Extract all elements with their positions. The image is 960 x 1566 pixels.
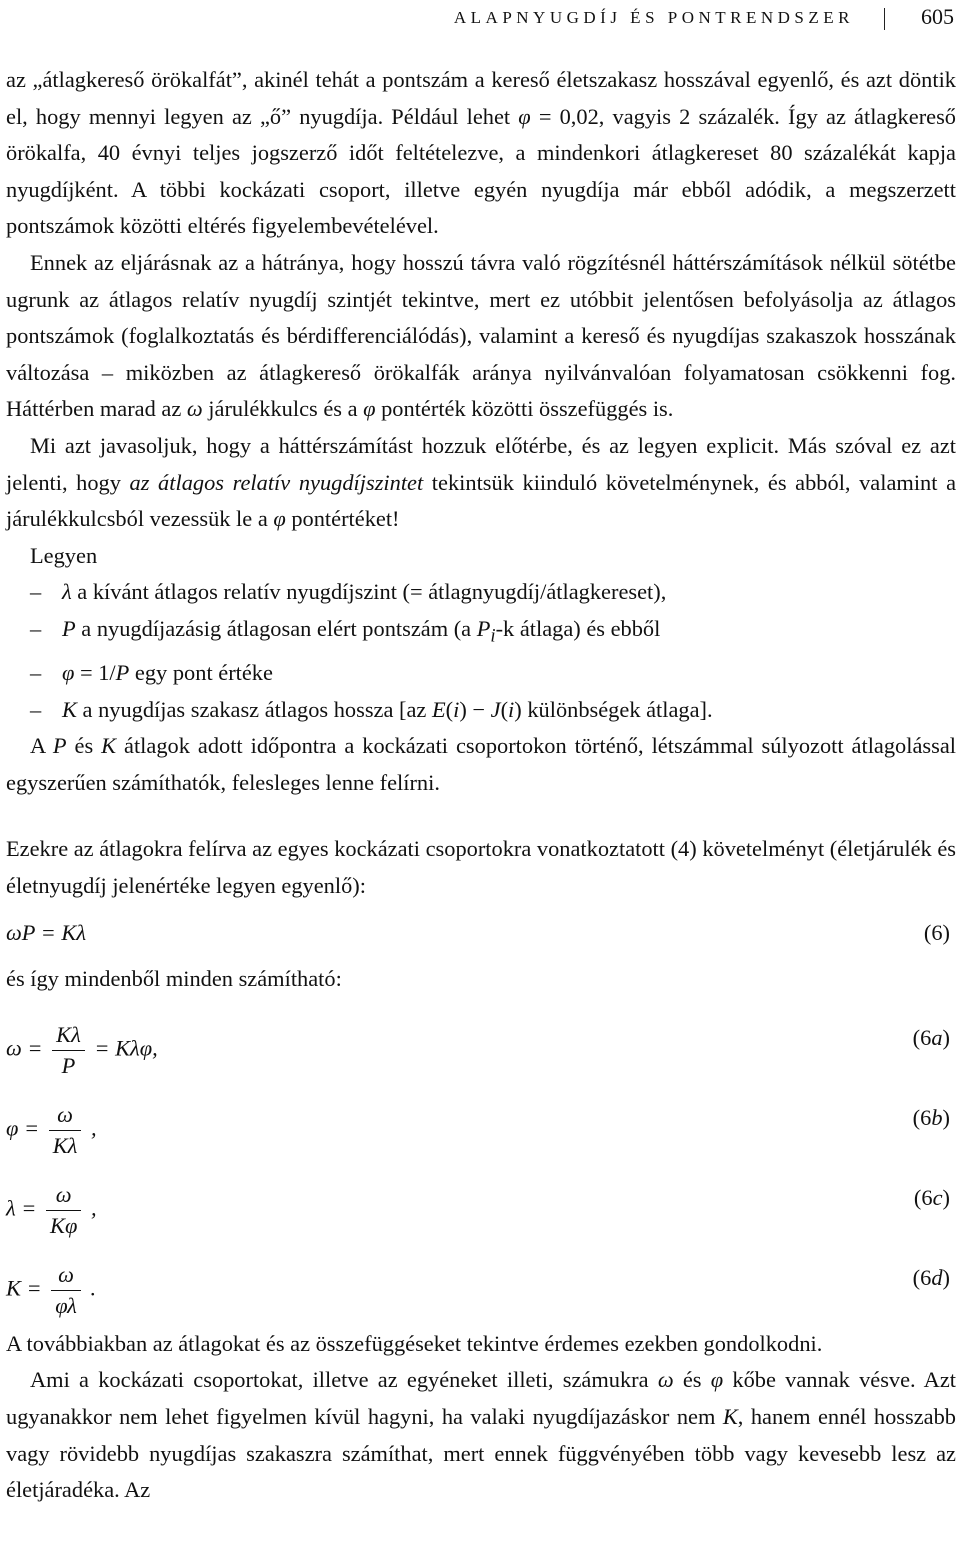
equation-6: [6, 915, 956, 952]
eq-rhs: = Kλφ,: [94, 1035, 158, 1061]
list-item-k: [6, 692, 956, 729]
eq-num-post: ): [942, 1184, 950, 1210]
eq-lhs: λ =: [6, 1195, 37, 1221]
text-run: az „átlagkereső örökalfát”, akinél tehát a pontszám a kereső életszakasz hosszával egyenlő, és azt döntik el, hogy mennyi legyen az „ő” nyugdíja. Például lehet: [6, 67, 956, 129]
list-dash: –: [30, 615, 42, 641]
equation-6b: [6, 1086, 956, 1158]
eq-num-letter: d: [931, 1264, 943, 1290]
equation-6d-body: [6, 1260, 96, 1321]
eq-num-pre: (6: [912, 1104, 932, 1130]
p-symbol: P: [476, 615, 491, 641]
eq-num-post: ): [942, 1264, 950, 1290]
equation-6d-number: [913, 1260, 950, 1297]
p-symbol: P: [62, 615, 76, 641]
i-symbol: i: [508, 696, 515, 722]
subscript-i: i: [490, 625, 496, 647]
fraction-numerator: ω: [46, 1180, 81, 1211]
text-run: a kívánt átlagos relatív nyugdíjszint (= átlagnyugdíj/átlagkereset),: [71, 579, 667, 605]
fraction-numerator: ω: [51, 1260, 81, 1291]
k-symbol: K: [101, 733, 117, 759]
spacer: [6, 801, 956, 831]
running-title: ALAPNYUGDÍJ ÉS PONTRENDSZER: [453, 8, 854, 27]
main-text: [6, 62, 956, 1509]
text-run: járulékkulcs és a: [202, 396, 364, 422]
fraction-denominator: P: [61, 1052, 76, 1078]
j-symbol: J: [490, 696, 501, 722]
paragraph-4: [6, 728, 956, 801]
text-run: -k átlaga) és ebből: [495, 615, 661, 641]
phi-symbol: φ: [710, 1367, 724, 1393]
fraction: [52, 1020, 85, 1081]
text-run: pontérték közötti összefüggés is.: [375, 396, 674, 422]
paragraph-6: és így mindenből minden számítható:: [6, 966, 342, 992]
paragraph-5: Ezekre az átlagokra felírva az egyes kockázati csoportokra vonatkoztatott (4) követelményt (életjárulék és életnyugdíj jelenértéke legyen egyenlő):: [6, 836, 956, 898]
list-dash: –: [30, 659, 42, 685]
text-run: (: [500, 696, 509, 722]
phi-symbol: φ: [62, 659, 75, 685]
phi-symbol: φ: [518, 103, 531, 129]
text-run: ) különbségek átlaga].: [514, 696, 713, 722]
eq-lhs: ω =: [6, 1035, 43, 1061]
list-dash: –: [30, 696, 42, 722]
running-header: [0, 4, 958, 30]
equation-6a-body: [6, 1020, 158, 1081]
text-run: átlagok adott időpontra a kockázati csoportokon történő, létszámmal súlyozott átlagolással egyszerűen számíthatók, felesleges lenne felírni.: [6, 733, 956, 795]
text-run: A: [30, 733, 53, 759]
text-run: , hanem ennél hosszabb vagy rövidebb nyugdíjas szakaszra számíthat, mert ennek függvényében több vagy kevesebb lesz az életjáradéka. Az: [6, 1403, 956, 1503]
paragraph-7: A továbbiakban az átlagokat és az összefüggéseket tekintve érdemes ezekben gondolkodni.: [6, 1330, 823, 1356]
text-run: (: [445, 696, 454, 722]
fraction: [46, 1180, 81, 1241]
i-symbol: i: [453, 696, 460, 722]
header-divider: [884, 8, 885, 30]
equation-6c-number: [914, 1180, 950, 1217]
list-dash: –: [30, 579, 42, 605]
fraction-denominator: Kφ: [50, 1212, 78, 1238]
emphasis: az átlagos relatív nyugdíjszintet: [129, 469, 424, 495]
text-run: a nyugdíjas szakasz átlagos hossza [az: [76, 696, 432, 722]
equation-6b-number: [913, 1100, 950, 1137]
fraction-numerator: Kλ: [52, 1020, 85, 1051]
text-run: = 1/: [74, 659, 116, 685]
eq-lhs: K =: [6, 1275, 42, 1301]
text-run: kőbe vannak vésve. Azt ugyanakkor nem lehet figyelmen kívül hagyni, ha valaki nyugdíjazáskor nem: [6, 1367, 956, 1429]
e-symbol: E: [431, 696, 446, 722]
paragraph-1: [6, 62, 956, 245]
eq-num-letter: b: [931, 1104, 943, 1130]
eq-rhs: ,: [90, 1195, 97, 1221]
lambda-symbol: λ: [62, 579, 72, 605]
fraction-denominator: φλ: [55, 1292, 77, 1318]
equation-6c: [6, 1166, 956, 1238]
k-symbol: K: [62, 696, 77, 722]
text-run: Ami a kockázati csoportokat, illetve az egyéneket illeti, számukra: [30, 1367, 658, 1393]
fraction: [49, 1100, 82, 1161]
eq-num-post: ): [942, 1104, 950, 1130]
equation-6a: [6, 1006, 956, 1078]
equation-6-number: (6): [923, 919, 950, 945]
p-symbol: P: [115, 659, 130, 685]
text-run: és: [673, 1367, 711, 1393]
eq-lhs: φ =: [6, 1115, 40, 1141]
equation-6-body: ωP = Kλ: [6, 919, 87, 945]
equation-6b-body: [6, 1100, 97, 1161]
fraction-denominator: Kλ: [52, 1132, 78, 1158]
eq-rhs: .: [90, 1275, 97, 1301]
text-run: ) −: [459, 696, 491, 722]
omega-symbol: ω: [657, 1367, 674, 1393]
eq-num-pre: (6: [913, 1184, 933, 1210]
text-run: a nyugdíjazásig átlagosan elért pontszám (a: [75, 615, 477, 641]
fraction: [51, 1260, 81, 1321]
eq-num-pre: (6: [912, 1024, 932, 1050]
eq-num-pre: (6: [912, 1264, 932, 1290]
p-symbol: P: [52, 733, 67, 759]
text-run: = 0,02, vagyis 2 százalék. Így az átlagkereső örökalfa, 40 évnyi teljes jogszerző időt feltételezve, a mindenkori átlagkereset 80 százalékát kapja nyugdíjként. A többi kockázati csoport, illetve egyén nyugdíja már ebből adódik, a megszerzett pontszámok közötti eltérés figyelembevételével.: [6, 103, 956, 239]
text-run: pontértéket!: [285, 506, 400, 532]
text-run: tekintsük kiinduló követelménynek, és abból, valamint a járulékkulcsból vezessük le a: [6, 469, 957, 532]
equation-6d: [6, 1246, 956, 1318]
eq-num-letter: a: [931, 1024, 943, 1050]
paragraph-8: [6, 1362, 956, 1508]
list-item-p: [6, 611, 956, 655]
text-run: egy pont értéke: [129, 659, 273, 685]
legyen-label: Legyen: [30, 542, 98, 568]
equation-6a-number: [913, 1020, 950, 1057]
fraction-numerator: ω: [49, 1100, 82, 1131]
list-item-lambda: [6, 574, 956, 611]
list-item-phi: [6, 655, 956, 692]
k-symbol: K: [722, 1403, 738, 1429]
paragraph-2: [6, 245, 956, 428]
omega-symbol: ω: [186, 396, 203, 422]
text-run: Mi azt javasoljuk, hogy a háttérszámítást hozzuk előtérbe, és az legyen explicit. Más szóval ez azt jelenti, hogy: [6, 432, 956, 495]
eq-num-post: ): [942, 1024, 950, 1050]
phi-symbol: φ: [363, 396, 376, 422]
equation-6c-body: [6, 1180, 97, 1241]
paragraph-3: [6, 428, 956, 538]
text-run: és: [66, 733, 102, 759]
text-run: Ennek az eljárásnak az a hátránya, hogy hosszú távra való rögzítésnél háttérszámítások nélkül sötétbe ugrunk az átlagos relatív nyugdíj szintjét tekintve, mert ez utóbbit jelentősen befolyásolja az átlagos pontszámok (foglalkoztatás és bérdifferenciálódás), valamint a kereső és nyugdíjas szakaszok hosszának változása – miközben az átlagkereső örökalfák aránya nyilvánvalóan folyamatosan csökkenni fog. Háttérben marad az: [6, 249, 956, 422]
eq-rhs: ,: [90, 1115, 97, 1141]
phi-symbol: φ: [273, 506, 286, 532]
page-number: 605: [921, 4, 954, 29]
eq-num-letter: c: [932, 1184, 943, 1210]
